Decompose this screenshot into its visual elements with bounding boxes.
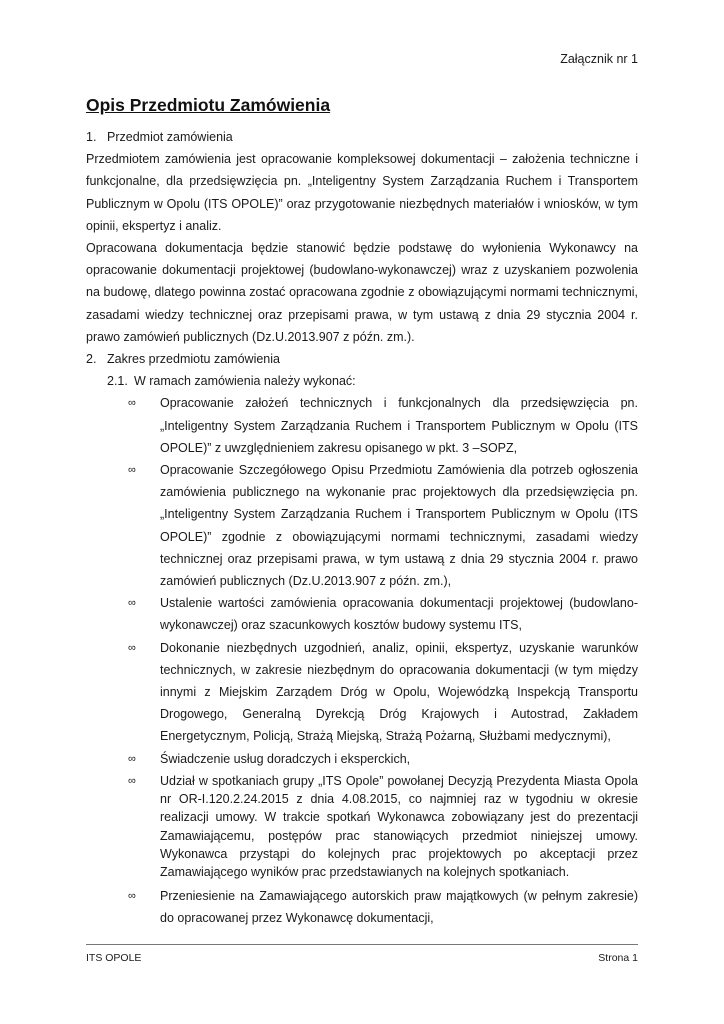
footer-divider [86, 944, 638, 945]
list-item-text: Świadczenie usług doradczych i eksperckich, [160, 751, 411, 766]
list-item-text: Opracowanie Szczegółowego Opisu Przedmiotu Zamówienia dla potrzeb ogłoszenia zamówienia publicznego na wykonanie prac projektowych dla przedsięwzięcia pn. „Inteligentny System Zarządzania Ruchem i Transportem Publicznym w Opolu (ITS OPOLE)” zgodnie z obowiązującymi normami technicznymi, zasadami wiedzy technicznej oraz przepisami prawa, w tym ustawą z dnia 29 stycznia 2004 r. prawo zamówień publicznych (Dz.U.2013.907 z późn. zm.), [160, 463, 638, 589]
list-item-text: Przeniesienie na Zamawiającego autorskich praw majątkowych (w pełnym zakresie) do opracowanej przez Wykonawcę dokumentacji, [160, 888, 638, 925]
list-item-text: Ustalenie wartości zamówienia opracowania dokumentacji projektowej (budowlano-wykonawczej) oraz szacunkowych kosztów budowy systemu ITS, [160, 596, 638, 633]
infinity-bullet-icon: ∞ [128, 774, 136, 787]
subsection-heading [107, 370, 638, 392]
annex-label: Załącznik nr 1 [560, 52, 638, 66]
subsection-label: W ramach zamówienia należy wykonać: [134, 374, 356, 389]
infinity-bullet-icon: ∞ [128, 464, 136, 477]
infinity-bullet-icon: ∞ [128, 397, 136, 410]
infinity-bullet-icon: ∞ [128, 889, 136, 902]
bullet-list [86, 392, 638, 929]
section-label: Zakres przedmiotu zamówienia [107, 352, 280, 367]
list-item [86, 748, 638, 770]
list-item [86, 772, 638, 882]
section-number: 1. [86, 130, 97, 144]
section-label: Przedmiot zamówienia [107, 130, 233, 144]
document-body [86, 126, 638, 929]
subsection-number: 2.1. [107, 374, 128, 389]
document-title: Opis Przedmiotu Zamówienia [86, 95, 331, 115]
list-item [86, 637, 638, 748]
list-item [86, 885, 638, 929]
paragraph: Przedmiotem zamówienia jest opracowanie kompleksowej dokumentacji – założenia techniczne i funkcjonalne, dla przedsięwzięcia pn. „Inteligentny System Zarządzania Ruchem i Transportem Publicznym w Opolu (ITS OPOLE)” oraz przygotowanie niezbędnych materiałów i wniosków, w tym opinii, ekspertyz i analiz. [86, 152, 638, 233]
list-item-text: Opracowanie założeń technicznych i funkcjonalnych dla przedsięwzięcia pn. „Inteligentny System Zarządzania Ruchem i Transportem Publicznym w Opolu (ITS OPOLE)” z uwzględnieniem zakresu opisanego w pkt. 3 –SOPZ, [160, 396, 638, 455]
section-heading [86, 126, 638, 148]
footer-page-number: Strona 1 [598, 952, 638, 964]
infinity-bullet-icon: ∞ [128, 641, 136, 654]
list-item-text: Udział w spotkaniach grupy „ITS Opole” powołanej Decyzją Prezydenta Miasta Opola nr OR-I.120.2.24.2015 z dnia 4.08.2015, co najmniej raz w tygodniu w okresie realizacji umowy. W trakcie spotkań Wykonawca zobowiązany jest do prezentacji Zamawiającemu, postępów prac stanowiących przedmiot niniejszej umowy. Wykonawca przystąpi do kolejnych prac projektowych po akceptacji przez Zamawiającego wyników prac przedstawianych na kolejnych spotkaniach. [160, 773, 638, 880]
list-item [86, 592, 638, 636]
infinity-bullet-icon: ∞ [128, 752, 136, 765]
footer-project-name: ITS OPOLE [86, 952, 142, 964]
list-item-text: Dokonanie niezbędnych uzgodnień, analiz, opinii, ekspertyz, uzyskanie warunków technicznych, w zakresie niezbędnym do opracowania dokumentacji (w tym między innymi z Miejskim Zarządem Dróg w Opolu, Wojewódzką Inspekcją Transportu Drogowego, Generalną Dyrekcją Dróg Krajowych i Autostrad, Zakładem Energetycznym, Policją, Strażą Miejską, Strażą Pożarną, Służbami medycznymi), [160, 640, 638, 744]
section-number: 2. [86, 352, 97, 367]
paragraph: Opracowana dokumentacja będzie stanowić będzie podstawę do wyłonienia Wykonawcy na opracowanie dokumentacji projektowej (budowlano-wykonawczej) wraz z uzyskaniem pozwolenia na budowę, dlatego powinna zostać opracowana zgodnie z obowiązującymi normami technicznymi, zasadami wiedzy technicznej oraz przepisami prawa, w tym ustawą z dnia 29 stycznia 2004 r. prawo zamówień publicznych (Dz.U.2013.907 z późn. zm.). [86, 241, 638, 344]
list-item [86, 392, 638, 459]
list-item [86, 459, 638, 592]
infinity-bullet-icon: ∞ [128, 597, 136, 610]
section-heading [86, 348, 638, 370]
